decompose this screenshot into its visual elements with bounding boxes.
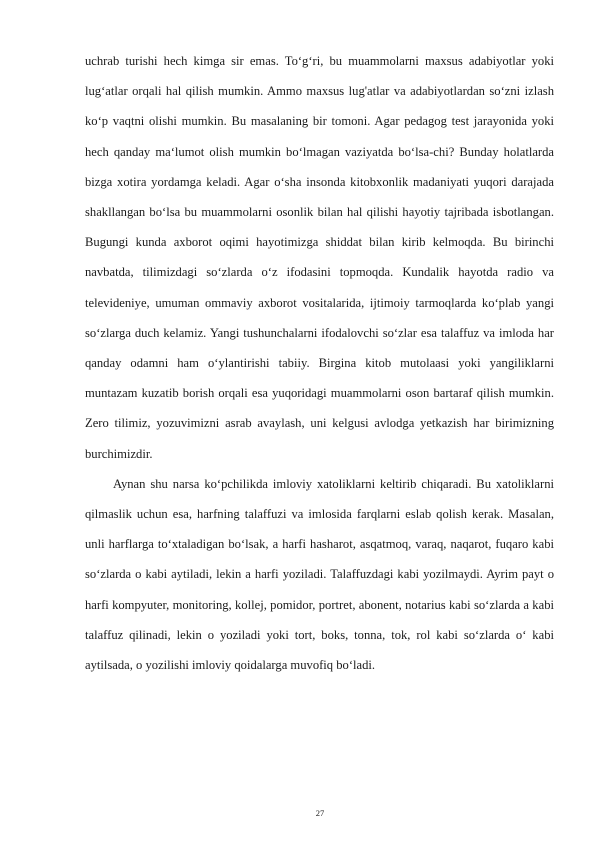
document-page — [85, 46, 554, 680]
paragraph-spelling-errors: Aynan shu narsa ko‘pchilikda imloviy xatoliklarni keltirib chiqaradi. Bu xatoliklarni qilmaslik uchun esa, harfning talaffuzi va imlosida farqlarni eslab qolish kerak. Masalan, unli harflarga to‘xtaladigan bo‘lsak, a harfi hasharot, asqatmoq, varaq, naqarot, fuqaro kabi so‘zlarda o kabi aytiladi, lekin a harfi yoziladi. Talaffuzdagi kabi yozilmaydi. Ayrim payt o harfi kompyuter, monitoring, kollej, pomidor, portret, abonent, notarius kabi so‘zlarda a kabi talaffuz qilinadi, lekin o yoziladi yoki tort, boks, tonna, tok, rol kabi so‘zlarda o‘ kabi aytilsada, o yozilishi imloviy qoidalarga muvofiq bo‘ladi. — [85, 476, 554, 673]
page-number: 27 — [315, 808, 325, 818]
paragraph-continued: uchrab turishi hech kimga sir emas. To‘g‘ri, bu muammolarni maxsus adabiyotlar yoki lug‘atlar orqali hal qilish mumkin. Ammo maxsus lug'atlar va adabiyotlardan so‘zni izlash ko‘p vaqtni olishi mumkin. Bu masalaning bir tomoni. Agar pedagog test jarayonida yoki hech qanday ma‘lumot olish mumkin bo‘lmagan vaziyatda bo‘lsa-chi? Bunday holatlarda bizga xotira yordamga keladi. Agar o‘sha insonda kitobxonlik madaniyati yuqori darajada shakllangan bo‘lsa bu muammolarni osonlik bilan hal qilishi hayotiy tajribada isbotlangan. Bugungi kunda axborot oqimi hayotimizga shiddat bilan kirib kelmoqda. Bu birinchi navbatda, tilimizdagi so‘zlarda o‘z ifodasini topmoqda. Kundalik hayotda radio va televideniye, umuman ommaviy axborot vositalarida, ijtimoiy tarmoqlarda ko‘plab yangi so‘zlarga duch kelamiz. Yangi tushunchalarni ifodalovchi so‘zlar esa talaffuz va imloda har qanday odamni ham o‘ylantirishi tabiiy. Birgina kitob mutolaasi yoki yangiliklarni muntazam kuzatib borish orqali esa yuqoridagi muammolarni oson bartaraf qilish mumkin. Zero tilimiz, yozuvimizni asrab avaylash, uni kelgusi avlodga yetkazish har birimizning burchimizdir. — [85, 54, 554, 461]
